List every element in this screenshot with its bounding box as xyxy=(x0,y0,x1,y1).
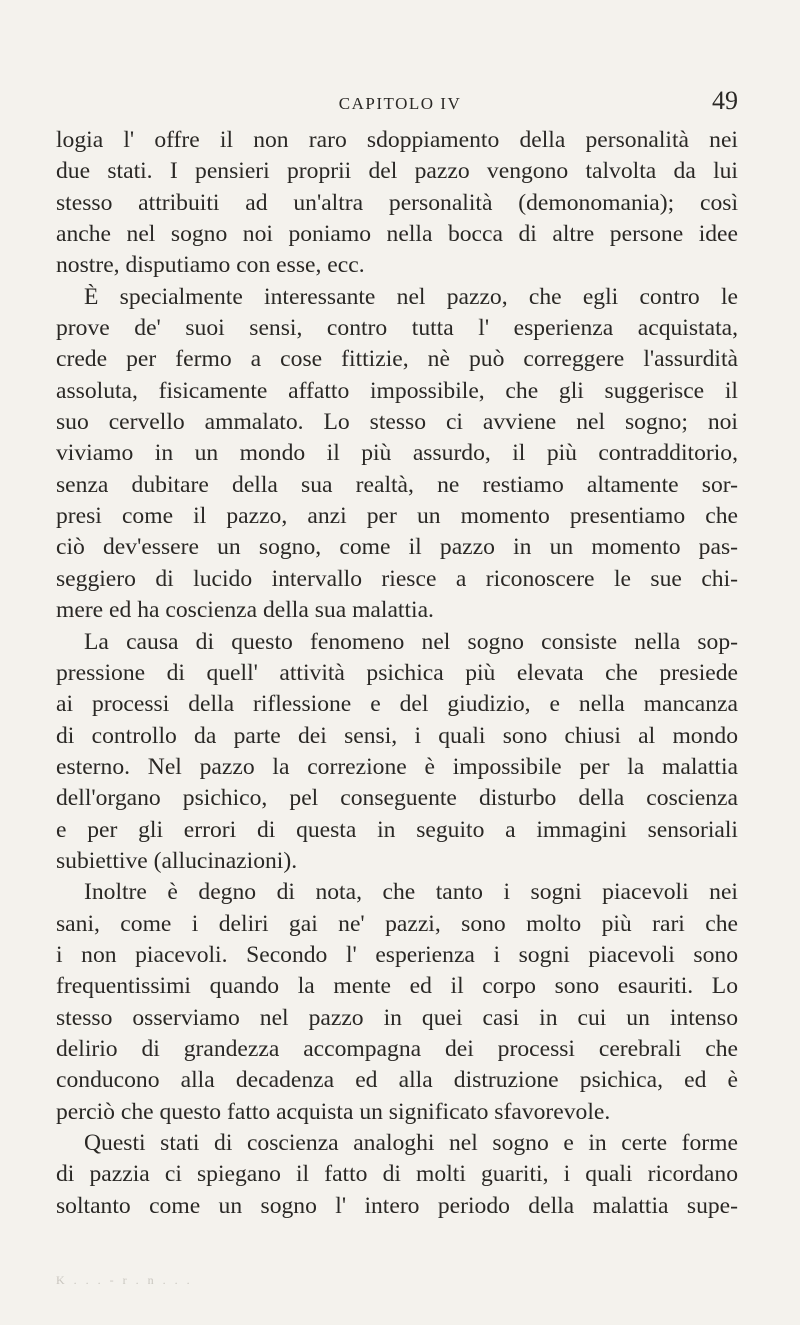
printer-signature-mark: K . . . - r . n . . . xyxy=(56,1273,193,1287)
text-line: anche nel sogno noi poniamo nella bocca di altre persone idee xyxy=(56,221,738,248)
text-line: nostre, disputiamo con esse, ecc. xyxy=(56,252,365,279)
text-line: Inoltre è degno di nota, che tanto i sogni piacevoli nei xyxy=(84,879,738,906)
text-line: stesso osserviamo nel pazzo in quei casi in cui un intenso xyxy=(56,1004,738,1031)
text-line: soltanto come un sogno l' intero periodo della malattia supe- xyxy=(56,1192,738,1219)
page-number: 49 xyxy=(712,86,738,115)
text-line: Questi stati di coscienza analoghi nel sogno e in certe forme xyxy=(84,1130,738,1156)
text-line: mere ed ha coscienza della sua malattia. xyxy=(56,597,434,624)
text-line: conducono alla decadenza ed alla distruzione psichica, ed è xyxy=(56,1067,738,1094)
body-text xyxy=(56,125,738,1222)
text-line: dell'organo psichico, pel conseguente disturbo della coscienza xyxy=(56,785,738,812)
text-line: suo cervello ammalato. Lo stesso ci avviene nel sogno; noi xyxy=(56,409,738,436)
text-line: i non piacevoli. Secondo l' esperienza i sogni piacevoli sono xyxy=(56,941,738,968)
text-line: È specialmente interessante nel pazzo, che egli contro le xyxy=(84,283,738,310)
text-line: subiettive (allucinazioni). xyxy=(56,847,298,874)
text-line: ai processi della riflessione e del giudizio, e nella mancanza xyxy=(56,691,738,718)
text-line: presi come il pazzo, anzi per un momento presentiamo che xyxy=(56,503,738,530)
text-line: La causa di questo fenomeno nel sogno consiste nella sop- xyxy=(84,628,738,655)
text-line: logia l' offre il non raro sdoppiamento della personalità nei xyxy=(56,127,738,153)
running-header xyxy=(0,86,800,122)
text-line: prove de' suoi sensi, contro tutta l' esperienza acquistata, xyxy=(56,315,738,342)
text-line: delirio di grandezza accompagna dei processi cerebrali che xyxy=(56,1035,738,1062)
text-line: due stati. I pensieri proprii del pazzo vengono talvolta da lui xyxy=(56,158,738,185)
text-line: viviamo in un mondo il più assurdo, il più contradditorio, xyxy=(56,440,738,467)
chapter-heading: CAPITOLO IV xyxy=(338,94,462,113)
text-line: perciò che questo fatto acquista un significato sfavorevole. xyxy=(56,1098,611,1125)
text-line: pressione di quell' attività psichica più elevata che presiede xyxy=(56,659,738,686)
text-line: esterno. Nel pazzo la correzione è impossibile per la malattia xyxy=(56,753,738,780)
text-line: ciò dev'essere un sogno, come il pazzo in un momento pas- xyxy=(56,534,738,561)
text-line: crede per fermo a cose fittizie, nè può correggere l'assurdità xyxy=(56,346,738,373)
text-line: di pazzia ci spiegano il fatto di molti guariti, i quali ricordano xyxy=(56,1161,738,1188)
text-line: frequentissimi quando la mente ed il corpo sono esauriti. Lo xyxy=(56,973,738,1000)
text-line: seggiero di lucido intervallo riesce a riconoscere le sue chi- xyxy=(56,565,738,592)
text-line: e per gli errori di questa in seguito a immagini sensoriali xyxy=(56,816,738,843)
text-line: senza dubitare della sua realtà, ne restiamo altamente sor- xyxy=(56,471,738,498)
text-line: sani, come i deliri gai ne' pazzi, sono molto più rari che xyxy=(56,910,738,937)
text-line: stesso attribuiti ad un'altra personalità (demonomania); così xyxy=(56,189,738,216)
text-line: di controllo da parte dei sensi, i quali sono chiusi al mondo xyxy=(56,722,738,749)
text-line: assoluta, fisicamente affatto impossibile, che gli suggerisce il xyxy=(56,377,738,404)
